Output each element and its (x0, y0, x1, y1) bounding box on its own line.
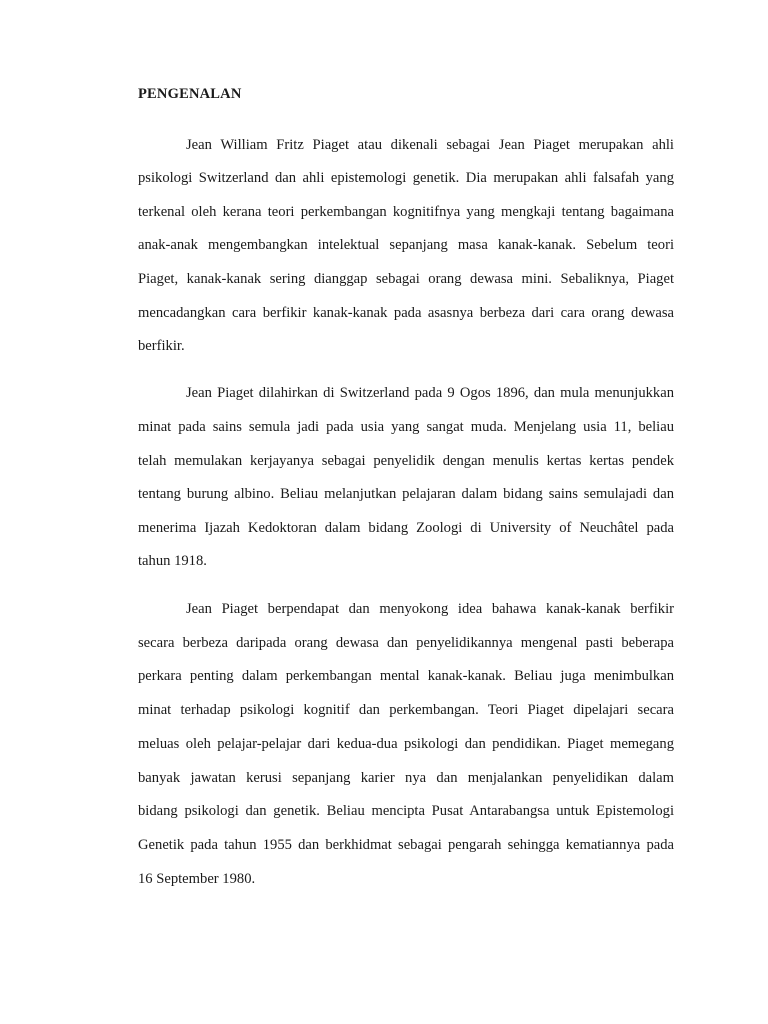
paragraph-3-line-1: Jean Piaget berpendapat dan menyokong idea bahawa kanak-kanak berfikir (186, 601, 674, 617)
paragraph-1-line-5: Piaget, kanak-kanak sering dianggap sebagai orang dewasa mini. Sebaliknya, Piaget (138, 271, 674, 287)
paragraph-3-line-5: meluas oleh pelajar-pelajar dari kedua-dua psikologi dan pendidikan. Piaget memegang (138, 736, 674, 752)
paragraph-2-line-6: tahun 1918. (138, 553, 207, 569)
paragraph-2-line-2: minat pada sains semula jadi pada usia yang sangat muda. Menjelang usia 11, beliau (138, 419, 674, 435)
paragraph-3-line-8: Genetik pada tahun 1955 dan berkhidmat sebagai pengarah sehingga kematiannya pada (138, 837, 674, 853)
paragraph-3-line-4: minat terhadap psikologi kognitif dan perkembangan. Teori Piaget dipelajari secara (138, 702, 674, 718)
paragraph-1-line-6: mencadangkan cara berfikir kanak-kanak pada asasnya berbeza dari cara orang dewasa (138, 305, 674, 321)
paragraph-3-line-7: bidang psikologi dan genetik. Beliau mencipta Pusat Antarabangsa untuk Epistemologi (138, 803, 674, 819)
paragraph-2-line-5: menerima Ijazah Kedoktoran dalam bidang Zoologi di University of Neuchâtel pada (138, 520, 674, 536)
paragraph-1-line-1: Jean William Fritz Piaget atau dikenali sebagai Jean Piaget merupakan ahli (186, 137, 674, 153)
paragraph-2-line-4: tentang burung albino. Beliau melanjutkan pelajaran dalam bidang sains semulajadi dan (138, 486, 674, 502)
paragraph-1-line-2: psikologi Switzerland dan ahli epistemologi genetik. Dia merupakan ahli falsafah yang (138, 170, 674, 186)
paragraph-3-line-9: 16 September 1980. (138, 871, 256, 887)
section-heading: PENGENALAN (138, 86, 242, 102)
paragraph-1-line-7: berfikir. (138, 338, 185, 354)
paragraph-1-line-3: terkenal oleh kerana teori perkembangan kognitifnya yang mengkaji tentang bagaimana (138, 204, 674, 220)
paragraph-3-line-2: secara berbeza daripada orang dewasa dan penyelidikannya mengenal pasti beberapa (138, 635, 674, 651)
paragraph-3-line-3: perkara penting dalam perkembangan mental kanak-kanak. Beliau juga menimbulkan (138, 668, 674, 684)
paragraph-2-line-3: telah memulakan kerjayanya sebagai penyelidik dengan menulis kertas kertas pendek (138, 453, 674, 469)
paragraph-3-line-6: banyak jawatan kerusi sepanjang karier nya dan menjalankan penyelidikan dalam (138, 770, 674, 786)
paragraph-2-line-1: Jean Piaget dilahirkan di Switzerland pada 9 Ogos 1896, dan mula menunjukkan (186, 385, 674, 401)
paragraph-1-line-4: anak-anak mengembangkan intelektual sepanjang masa kanak-kanak. Sebelum teori (138, 237, 674, 253)
